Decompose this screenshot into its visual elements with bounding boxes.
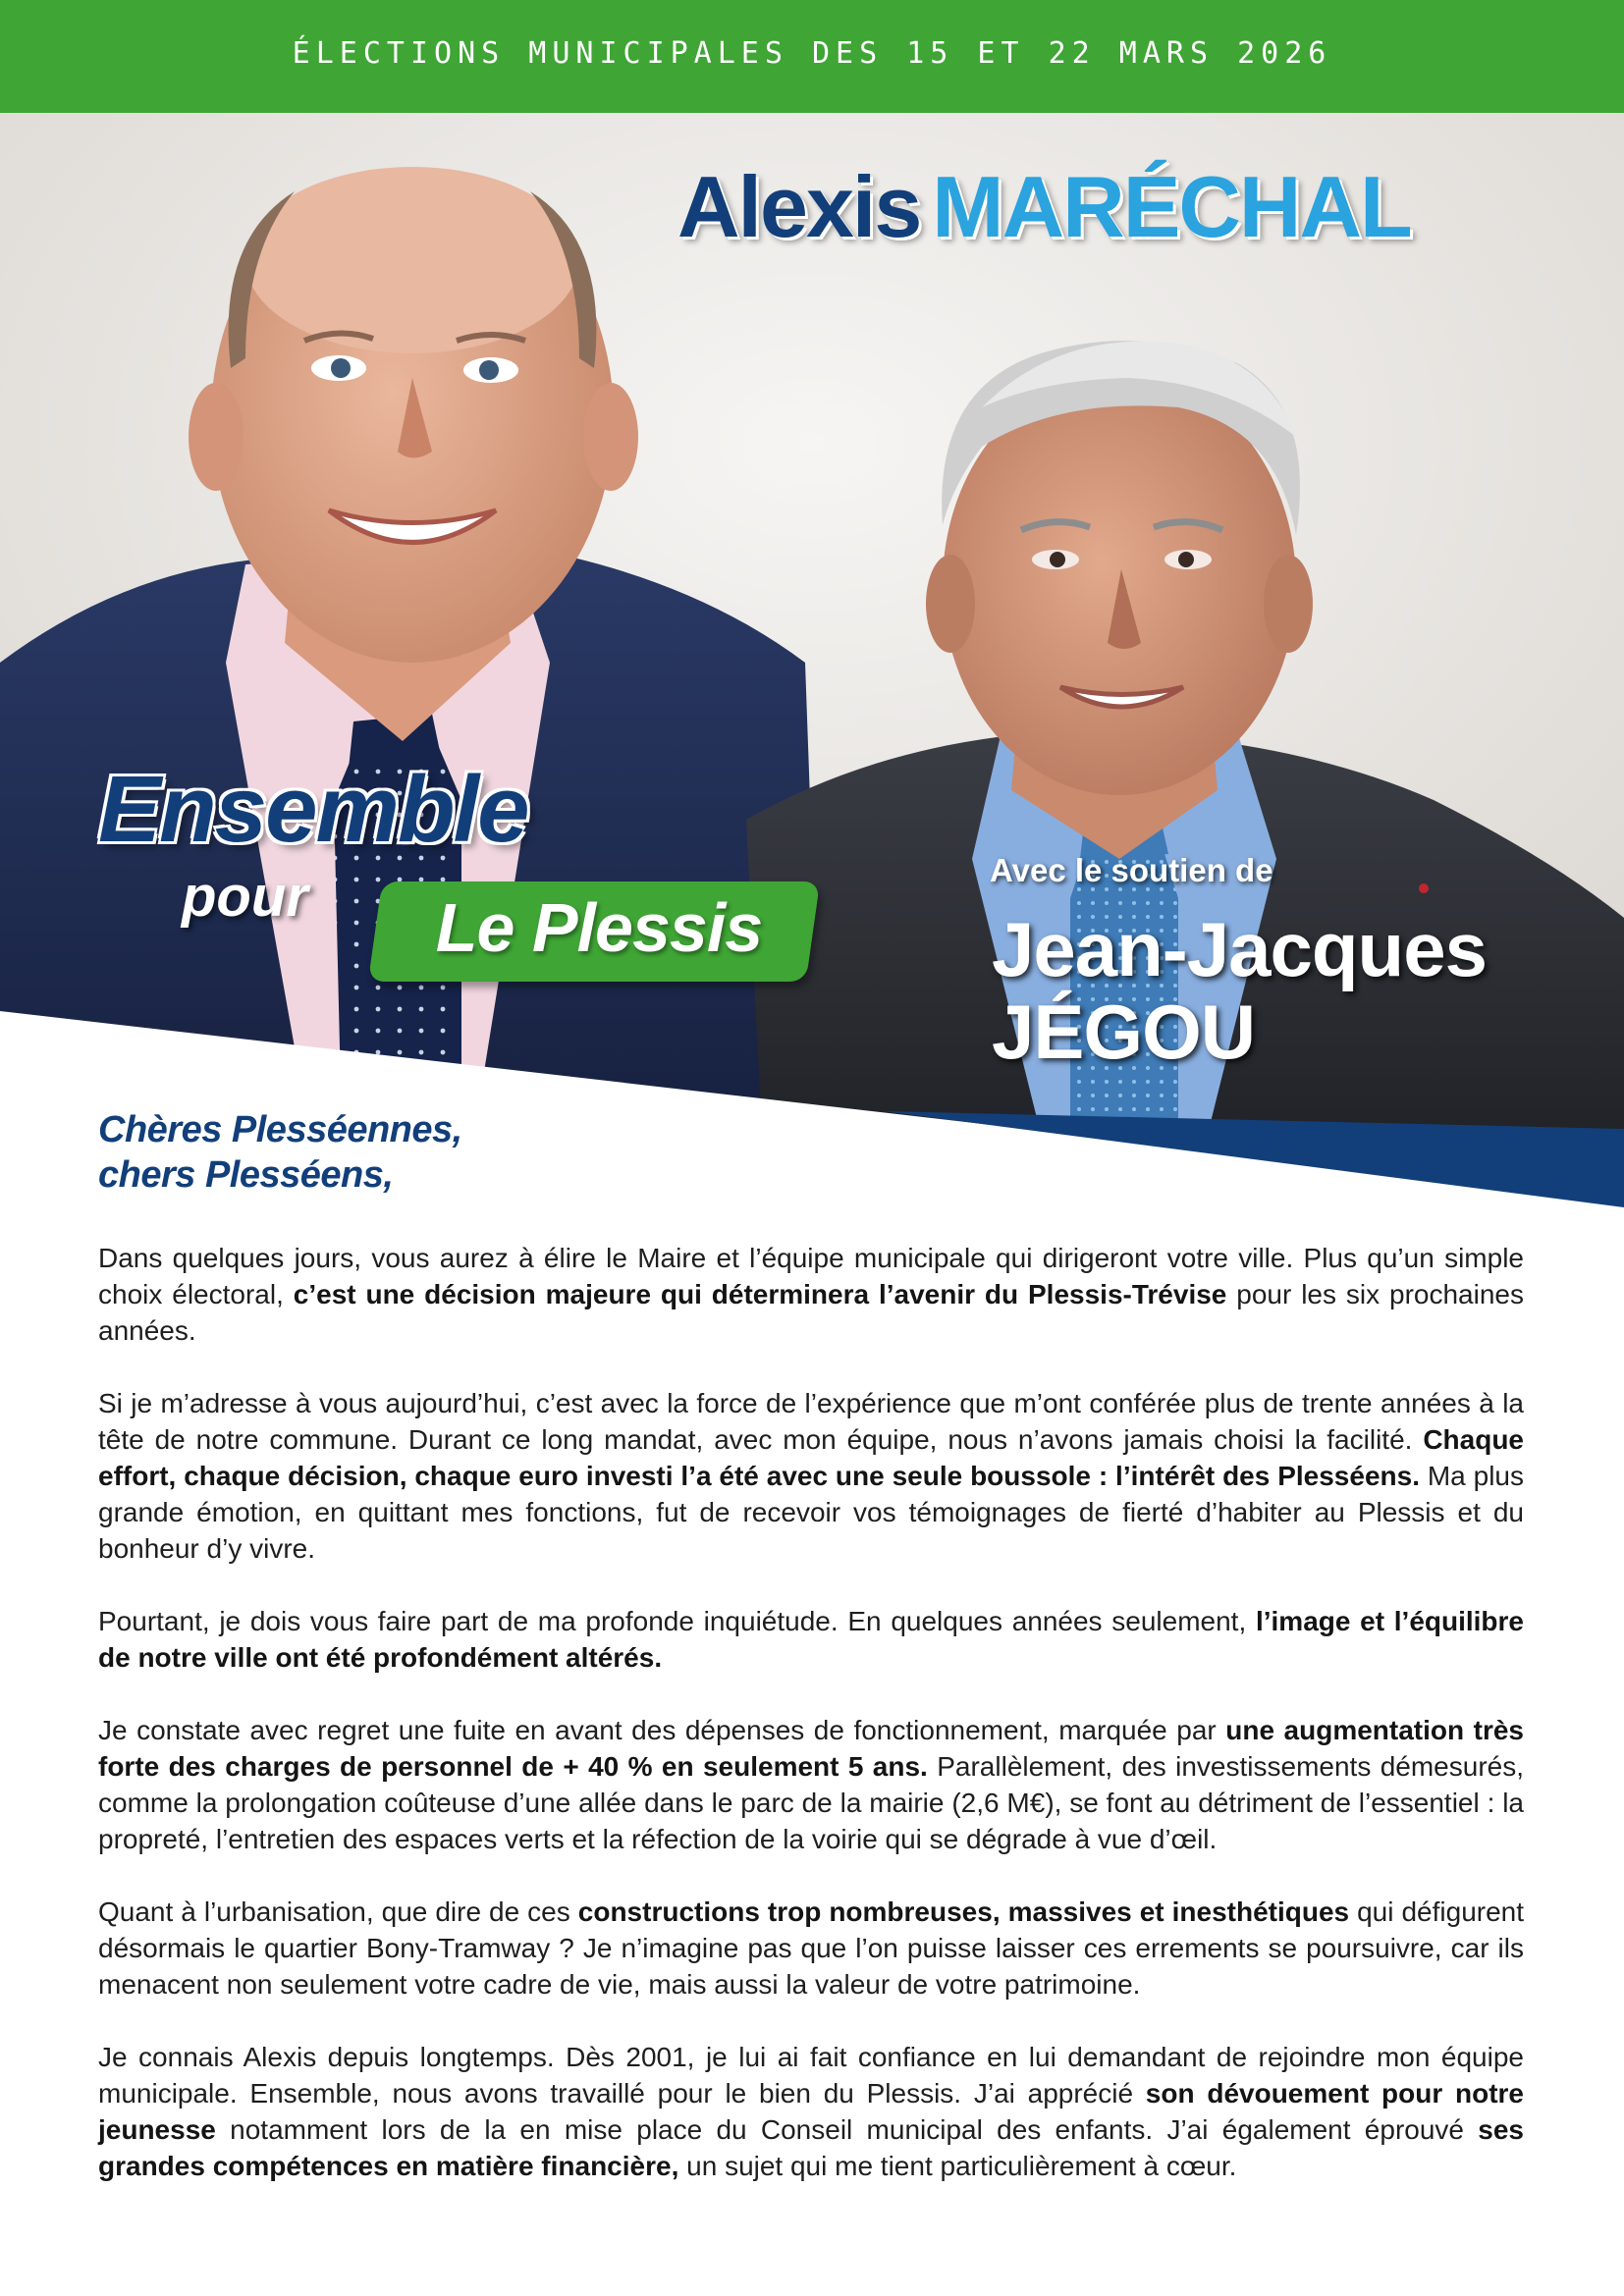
text: Je constate avec regret une fuite en avant des dépenses de fonctionnement, marquée par: [98, 1715, 1226, 1745]
emphasis: c’est une décision majeure qui déterminera l’avenir du Plessis-Trévise: [293, 1279, 1227, 1309]
text: qui défigurent désormais le quartier Bony-Tramway ? Je n’imagine pas que l’on puisse laisser ces errements se poursuivre, car ils menacent non seulement votre cadre de vie, mais aussi la valeur de votre patrimoine.: [98, 1896, 1525, 2000]
paragraph-3: [98, 1603, 1524, 1676]
emphasis: l’image et l’équilibre de notre ville ont été profondément altérés.: [98, 1606, 1525, 1673]
paragraph-6: [98, 2039, 1524, 2184]
emphasis: Chaque effort, chaque décision, chaque euro investi l’a été avec une seule boussole : l’intérêt des Plesséens.: [98, 1424, 1524, 1491]
candidate-first-name: Alexis: [677, 158, 921, 255]
slogan-le-plessis: Le Plessis: [435, 889, 763, 966]
text: Parallèlement, des investissements démesurés, comme la prolongation coûteuse d’une allée dans le parc de la mairie (2,6 M€), se font au détriment de l’essentiel : la propreté, l’entretien des espaces verts et la réfection de la voirie qui se dégrade à vue d’œil.: [98, 1751, 1524, 1854]
text: Ma plus grande émotion, en quittant mes fonctions, fut de recevoir vos témoignages de fierté d’habiter au Plessis et du bonheur d’y vivre.: [98, 1461, 1524, 1564]
text: Quant à l’urbanisation, que dire de ces: [98, 1896, 578, 1927]
paragraph-4: [98, 1712, 1524, 1857]
election-banner-text: ÉLECTIONS MUNICIPALES DES 15 ET 22 MARS 2026: [292, 36, 1332, 71]
paragraph-1: [98, 1240, 1524, 1349]
emphasis: une augmentation très forte des charges de personnel de + 40 % en seulement 5 ans.: [98, 1715, 1524, 1782]
text: Si je m’adresse à vous aujourd’hui, c’est avec la force de l’expérience que m’ont conférée plus de trente années à la tête de notre commune. Durant ce long mandat, avec mon équipe, nous n’avons jamais choisi la facilité.: [98, 1388, 1524, 1455]
slogan-pour: pour: [182, 865, 308, 929]
letter-body: [98, 1240, 1524, 2220]
text: notamment lors de la en mise place du Conseil municipal des enfants. J’ai également éprouvé: [215, 2114, 1479, 2145]
candidate-last-name: MARÉCHAL: [932, 158, 1411, 255]
text: Je connais Alexis depuis longtemps. Dès 2001, je lui ai fait confiance en lui demandant de rejoindre mon équipe municipale. Ensemble, nous avons travaillé pour le bien du Plessis. J’ai apprécié: [98, 2042, 1524, 2109]
support-label: Avec le soutien de: [990, 852, 1273, 888]
emphasis: ses grandes compétences en matière financière,: [98, 2114, 1524, 2181]
text: Pourtant, je dois vous faire part de ma profonde inquiétude. En quelques années seulement,: [98, 1606, 1256, 1636]
candidate-name: [677, 157, 1483, 265]
slogan-ensemble: Ensemble: [98, 757, 528, 862]
emphasis: son dévouement pour notre jeunesse: [98, 2078, 1524, 2145]
text: pour les six prochaines années.: [98, 1279, 1524, 1346]
paragraph-2: [98, 1385, 1524, 1567]
paragraph-5: [98, 1894, 1524, 2002]
text: un sujet qui me tient particulièrement à cœur.: [678, 2151, 1237, 2181]
election-banner: [0, 0, 1624, 113]
support-name-first: Jean-Jacques: [992, 906, 1487, 992]
emphasis: constructions trop nombreuses, massives et inesthétiques: [577, 1896, 1350, 1927]
text: Dans quelques jours, vous aurez à élire le Maire et l’équipe municipale qui dirigeront votre ville. Plus qu’un simple choix électoral,: [98, 1243, 1524, 1309]
letter-greeting: [98, 1107, 785, 1198]
greeting-line-2: chers Plesséens,: [98, 1154, 394, 1196]
support-name-last: JÉGOU: [992, 988, 1256, 1075]
greeting-line-1: Chères Plesséennes,: [98, 1109, 462, 1150]
